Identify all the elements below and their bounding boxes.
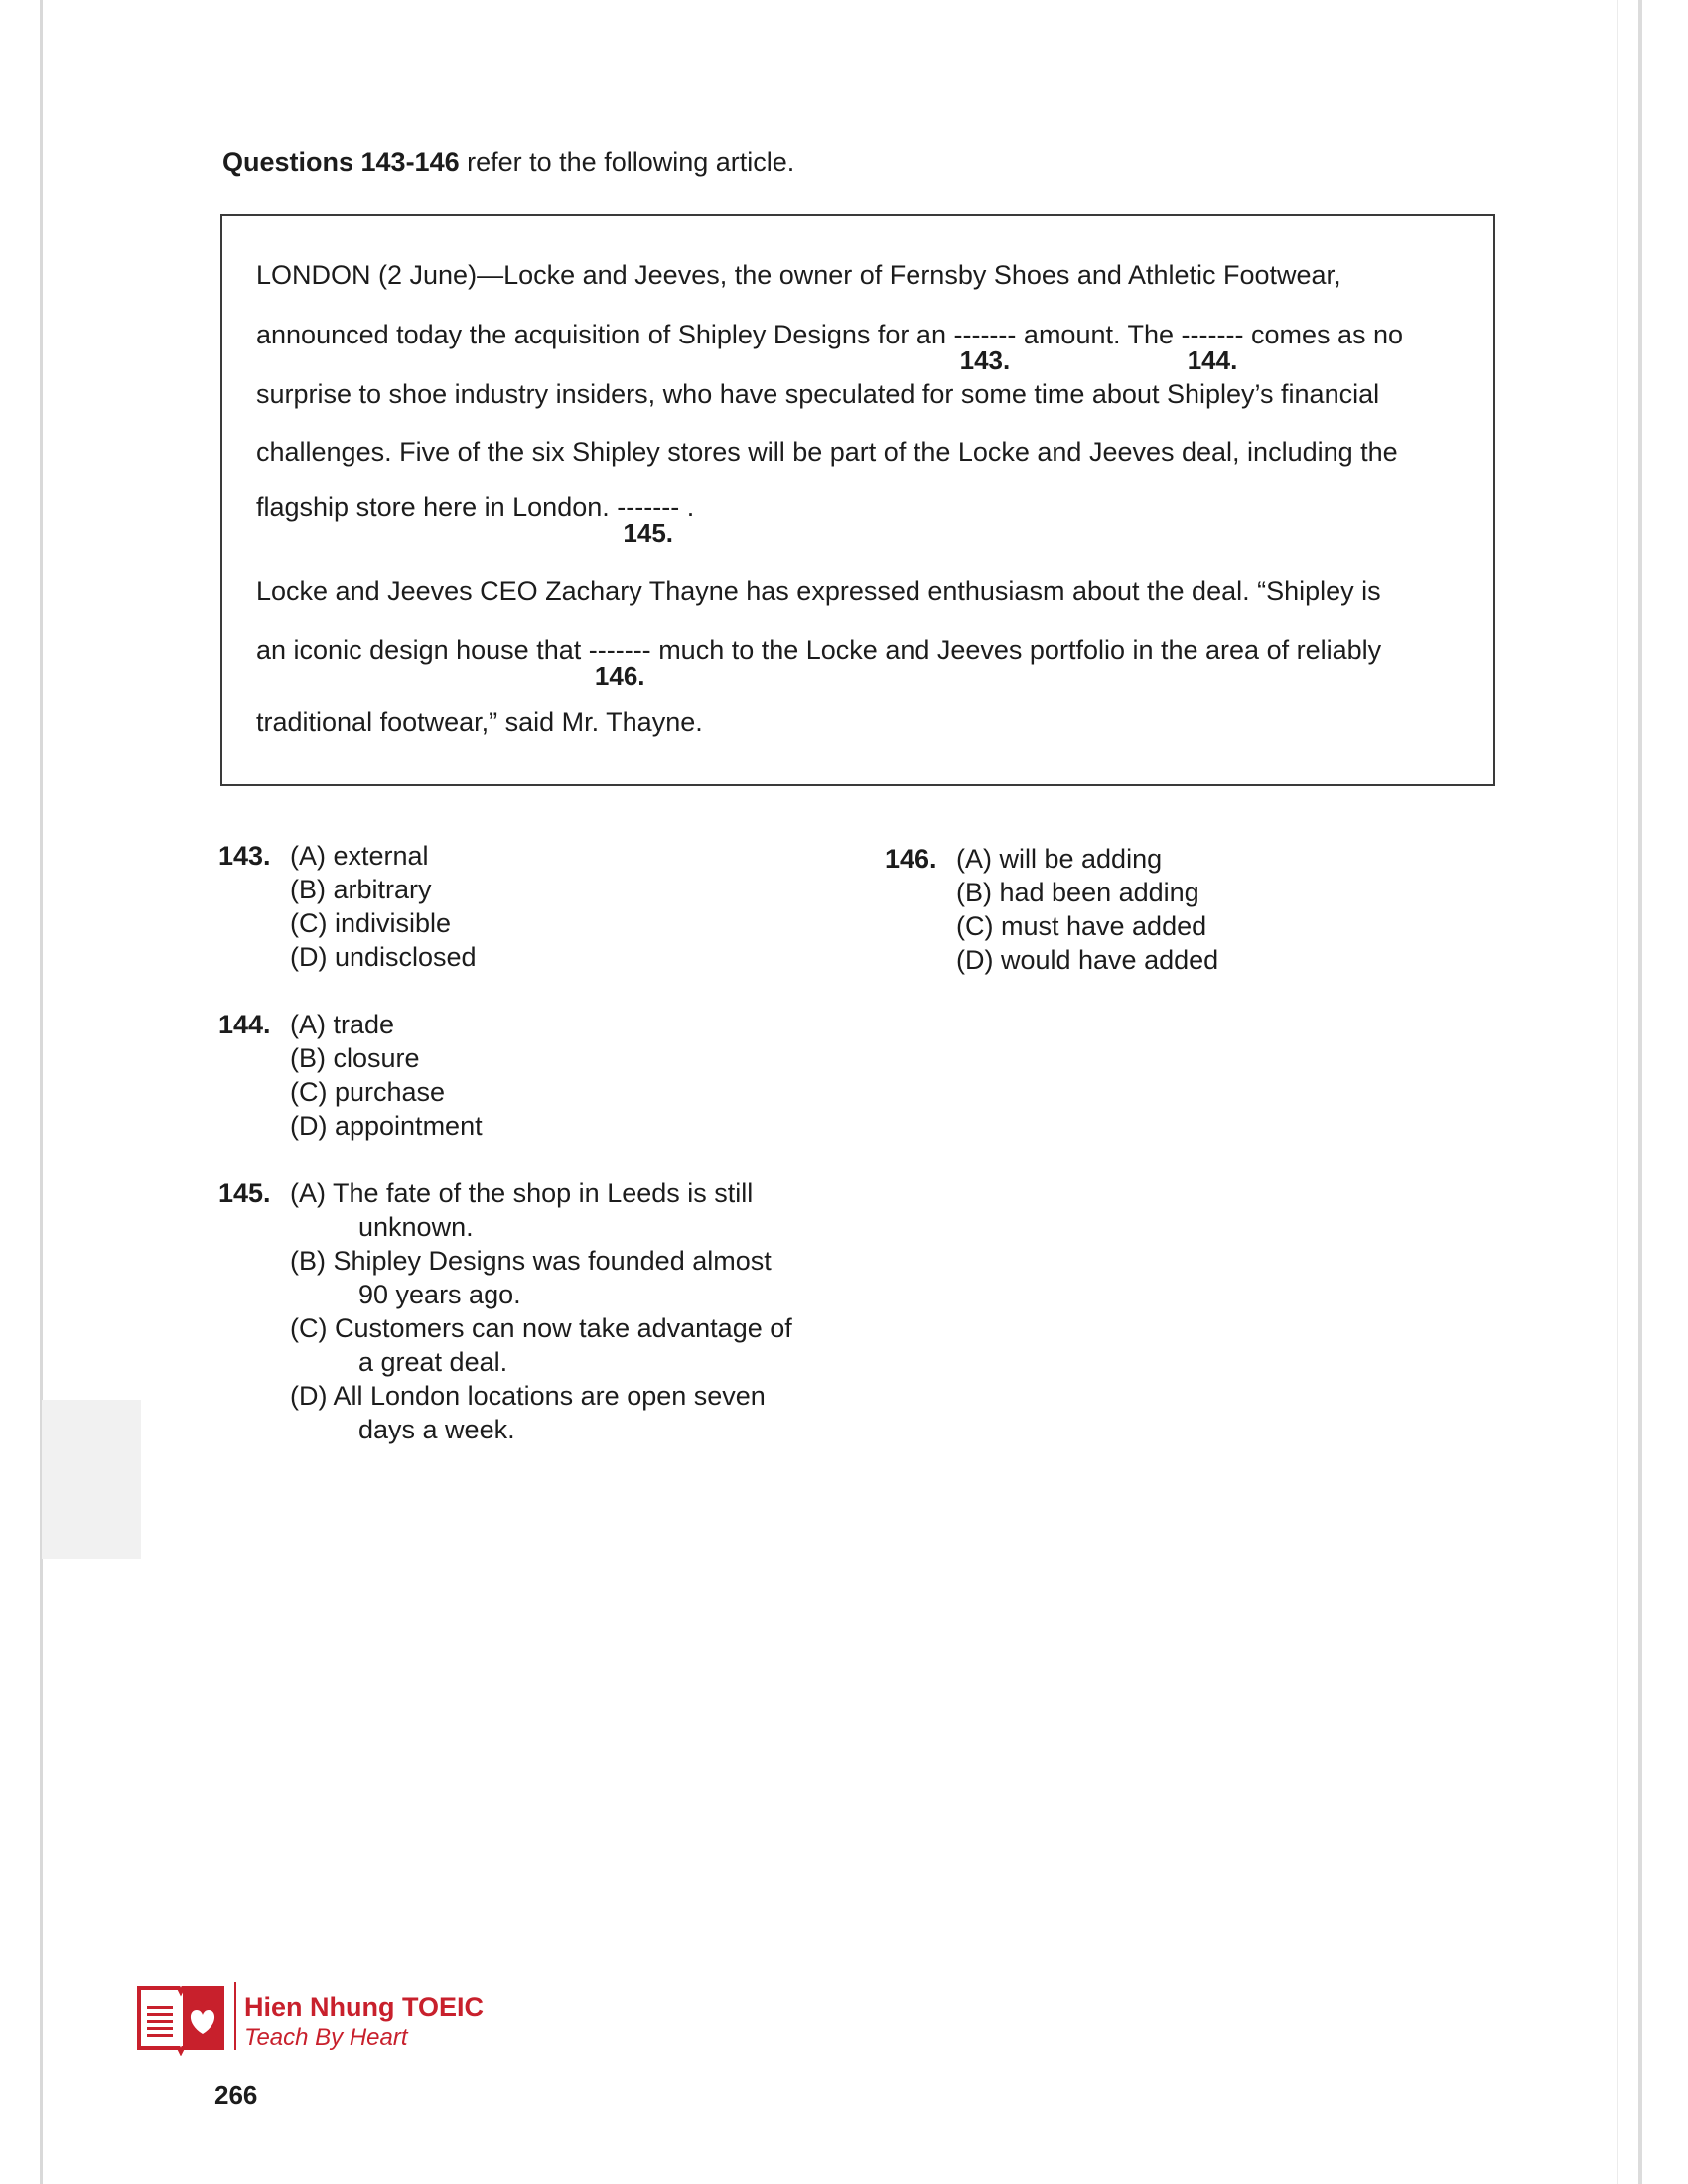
article-text: much to the Locke and Jeeves portfolio in the area of reliably	[650, 635, 1382, 665]
option-d[interactable]: (D) All London locations are open seven	[290, 1381, 766, 1411]
book-heart-icon	[135, 1979, 226, 2056]
option-b[interactable]: (B) Shipley Designs was founded almost	[290, 1246, 772, 1276]
questions-range: Questions 143-146	[222, 147, 460, 177]
option-d-continued[interactable]: days a week.	[358, 1415, 515, 1444]
logo-divider	[234, 1982, 236, 2050]
scan-edge-left	[40, 0, 43, 2184]
blank-number: 146.	[594, 661, 645, 691]
article-line-7	[256, 635, 1382, 691]
article-text: flagship store here in London.	[256, 492, 618, 522]
article-line-2	[256, 320, 1404, 375]
question-number: 144.	[218, 1010, 271, 1039]
question-number: 143.	[218, 841, 271, 871]
blank-dashes: -------	[1181, 320, 1244, 349]
option-d[interactable]: (D) appointment	[290, 1111, 483, 1141]
option-b[interactable]: (B) arbitrary	[290, 875, 432, 904]
option-a[interactable]: (A) external	[290, 841, 429, 871]
blank-number: 143.	[959, 345, 1011, 375]
blank-dashes: -------	[588, 635, 651, 665]
page-number: 266	[214, 2080, 258, 2110]
brand-tagline: Teach By Heart	[244, 2024, 408, 2051]
article-text: amount. The	[1016, 320, 1182, 349]
option-a[interactable]: (A) trade	[290, 1010, 395, 1039]
blank-number: 145.	[623, 518, 674, 548]
brand-name: Hien Nhung TOEIC	[244, 1992, 484, 2022]
question-number: 146.	[885, 844, 937, 874]
blank-dashes: -------	[617, 492, 680, 522]
article-line-1: LONDON (2 June)—Locke and Jeeves, the owner of Fernsby Shoes and Athletic Footwear,	[256, 260, 1341, 290]
question-number: 145.	[218, 1178, 271, 1208]
scan-edge-right	[1638, 0, 1642, 2184]
blank-144	[1181, 320, 1244, 375]
article-text: announced today the acquisition of Shipley Designs for an	[256, 320, 954, 349]
scan-edge-right-inner	[1617, 0, 1618, 2184]
option-b-continued[interactable]: 90 years ago.	[358, 1280, 521, 1309]
option-b[interactable]: (B) closure	[290, 1043, 420, 1073]
option-d[interactable]: (D) undisclosed	[290, 942, 477, 972]
option-a[interactable]: (A) The fate of the shop in Leeds is still	[290, 1178, 754, 1208]
instructions	[222, 147, 794, 178]
option-c[interactable]: (C) Customers can now take advantage of	[290, 1313, 792, 1343]
option-c[interactable]: (C) indivisible	[290, 908, 452, 938]
article-line-3: surprise to shoe industry insiders, who have speculated for some time about Shipley’s financial	[256, 379, 1380, 409]
article-text: .	[679, 492, 695, 522]
option-c-continued[interactable]: a great deal.	[358, 1347, 508, 1377]
scan-smudge	[42, 1400, 141, 1559]
blank-dashes: -------	[953, 320, 1017, 349]
option-d[interactable]: (D) would have added	[956, 945, 1219, 975]
option-c[interactable]: (C) must have added	[956, 911, 1207, 941]
option-b[interactable]: (B) had been adding	[956, 878, 1199, 907]
article-line-5	[256, 492, 695, 548]
article-line-8: traditional footwear,” said Mr. Thayne.	[256, 707, 703, 737]
option-a[interactable]: (A) will be adding	[956, 844, 1163, 874]
option-c[interactable]: (C) purchase	[290, 1077, 446, 1107]
article-text: comes as no	[1243, 320, 1404, 349]
blank-number: 144.	[1187, 345, 1238, 375]
option-a-continued[interactable]: unknown.	[358, 1212, 474, 1242]
article-line-6: Locke and Jeeves CEO Zachary Thayne has expressed enthusiasm about the deal. “Shipley is	[256, 576, 1381, 606]
instruction-text: refer to the following article.	[459, 147, 795, 177]
blank-145	[617, 492, 680, 548]
blank-143	[953, 320, 1017, 375]
article-text: an iconic design house that	[256, 635, 589, 665]
blank-146	[588, 635, 651, 691]
article-line-4: challenges. Five of the six Shipley stores will be part of the Locke and Jeeves deal, including the	[256, 437, 1398, 467]
